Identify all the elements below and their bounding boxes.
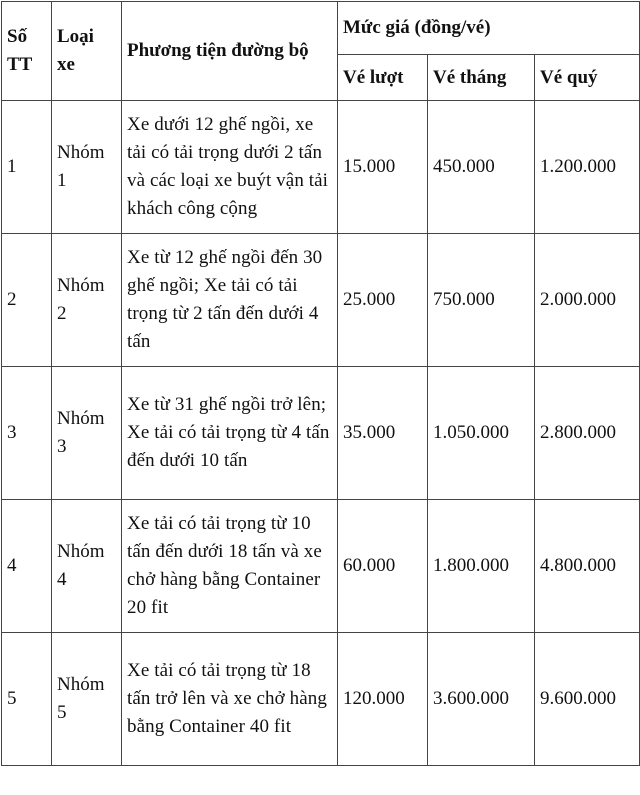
cell-stt: 4 [2, 500, 52, 633]
cell-single-price: 25.000 [338, 234, 428, 367]
cell-stt: 5 [2, 633, 52, 766]
cell-stt: 1 [2, 101, 52, 234]
table-row [2, 367, 640, 500]
cell-vehicle: Xe từ 12 ghế ngồi đến 30 ghế ngồi; Xe tải có tải trọng từ 2 tấn đến dưới 4 tấn [122, 234, 338, 367]
table-row [2, 234, 640, 367]
header-price-group: Mức giá (đồng/vé) [338, 2, 640, 55]
header-single-ticket: Vé lượt [338, 55, 428, 101]
cell-single-price: 120.000 [338, 633, 428, 766]
cell-monthly-price: 1.800.000 [428, 500, 535, 633]
toll-fee-table [1, 1, 640, 766]
cell-stt: 2 [2, 234, 52, 367]
cell-vehicle: Xe tải có tải trọng từ 10 tấn đến dưới 18 tấn và xe chở hàng bằng Container 20 fit [122, 500, 338, 633]
table-row [2, 633, 640, 766]
header-vehicle: Phương tiện đường bộ [122, 2, 338, 101]
cell-vehicle: Xe từ 31 ghế ngồi trở lên; Xe tải có tải trọng từ 4 tấn đến dưới 10 tấn [122, 367, 338, 500]
table-row [2, 101, 640, 234]
cell-monthly-price: 3.600.000 [428, 633, 535, 766]
cell-single-price: 15.000 [338, 101, 428, 234]
cell-single-price: 60.000 [338, 500, 428, 633]
cell-monthly-price: 450.000 [428, 101, 535, 234]
header-monthly-ticket: Vé tháng [428, 55, 535, 101]
cell-group: Nhóm 5 [52, 633, 122, 766]
cell-vehicle: Xe dưới 12 ghế ngồi, xe tải có tải trọng dưới 2 tấn và các loại xe buýt vận tải khách công cộng [122, 101, 338, 234]
cell-group: Nhóm 4 [52, 500, 122, 633]
cell-stt: 3 [2, 367, 52, 500]
cell-group: Nhóm 3 [52, 367, 122, 500]
cell-quarterly-price: 9.600.000 [535, 633, 640, 766]
cell-quarterly-price: 1.200.000 [535, 101, 640, 234]
table-row [2, 500, 640, 633]
header-stt: Số TT [2, 2, 52, 101]
cell-monthly-price: 1.050.000 [428, 367, 535, 500]
cell-single-price: 35.000 [338, 367, 428, 500]
cell-monthly-price: 750.000 [428, 234, 535, 367]
header-quarterly-ticket: Vé quý [535, 55, 640, 101]
cell-quarterly-price: 4.800.000 [535, 500, 640, 633]
cell-quarterly-price: 2.000.000 [535, 234, 640, 367]
cell-quarterly-price: 2.800.000 [535, 367, 640, 500]
header-vehicle-type: Loại xe [52, 2, 122, 101]
cell-group: Nhóm 1 [52, 101, 122, 234]
cell-group: Nhóm 2 [52, 234, 122, 367]
cell-vehicle: Xe tải có tải trọng từ 18 tấn trở lên và xe chở hàng bằng Container 40 fit [122, 633, 338, 766]
